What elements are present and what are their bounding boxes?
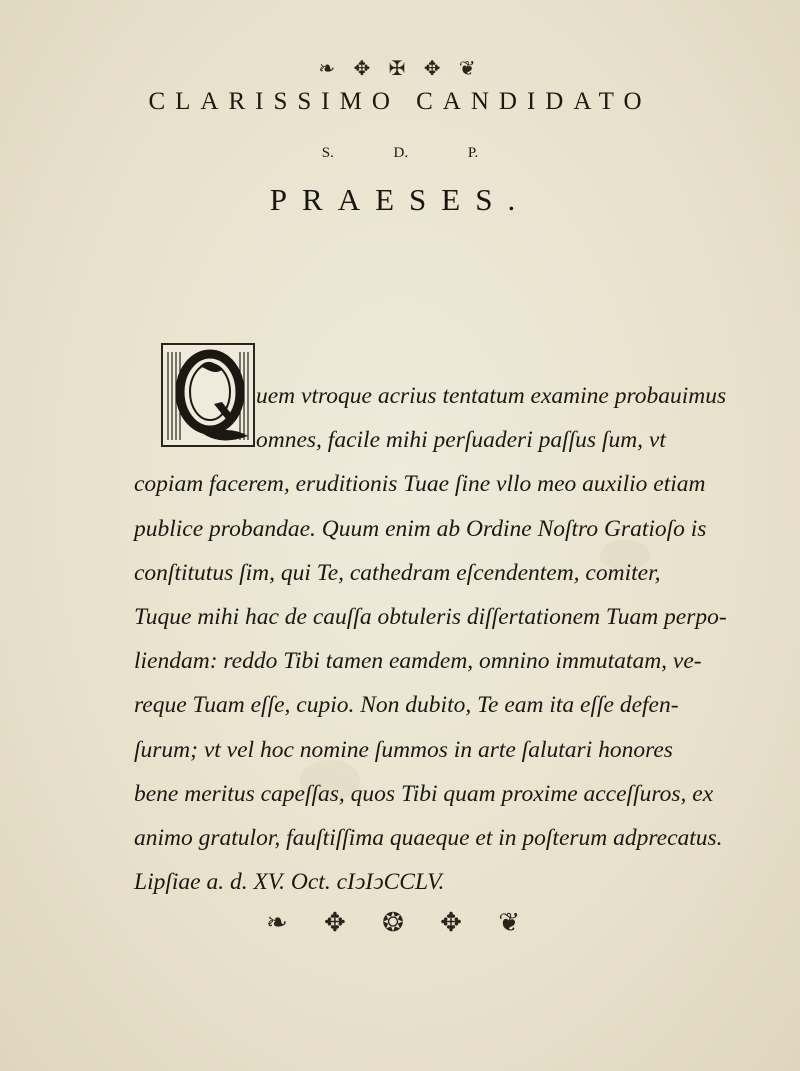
- body-line: ſurum; vt vel hoc nomine ſummos in arte ſalutari honores: [134, 736, 673, 763]
- page-title: PRAESES.: [269, 182, 531, 217]
- body-line: animo gratulor, fauſtiſſima quaeque et in poſterum adprecatus.: [134, 824, 723, 851]
- letter-body: [134, 374, 770, 904]
- salutation-heading: CLARISSIMO CANDIDATO: [148, 88, 652, 115]
- abbrev-s: S.: [321, 145, 334, 161]
- body-line: omnes, facile mihi perſuaderi paſſus ſum, vt: [256, 427, 666, 454]
- body-line: Tuque mihi hac de cauſſa obtuleris diſſertationem Tuam perpo-: [134, 603, 727, 630]
- body-line: conſtitutus ſim, qui Te, cathedram eſcendentem, comiter,: [134, 559, 661, 586]
- bottom-ornament: ❧ ✥ ❂ ✥ ❦: [266, 908, 534, 938]
- body-line: uem vtroque acrius tentatum examine probauimus: [256, 383, 727, 409]
- abbrev-p: P.: [467, 145, 479, 161]
- body-line: reque Tuam eſſe, cupio. Non dubito, Te eam ita eſſe defen-: [134, 692, 679, 719]
- date-line: Lipſiae a. d. XV. Oct. cIↄIↄCCLV.: [134, 869, 445, 896]
- top-ornament: ❧ ✥ ✠ ✥ ❦: [318, 56, 482, 80]
- abbrev-d: D.: [393, 145, 409, 161]
- body-line: copiam facerem, eruditionis Tuae ſine vllo meo auxilio etiam: [134, 471, 706, 498]
- abbreviation-line: [0, 145, 800, 162]
- body-line: publice probandae. Quum enim ab Ordine Noſtro Gratioſo is: [134, 515, 707, 542]
- body-line: bene meritus capeſſas, quos Tibi quam proxime acceſſuros, ex: [134, 780, 714, 807]
- body-line: liendam: reddo Tibi tamen eamdem, omnino immutatam, ve-: [134, 648, 702, 675]
